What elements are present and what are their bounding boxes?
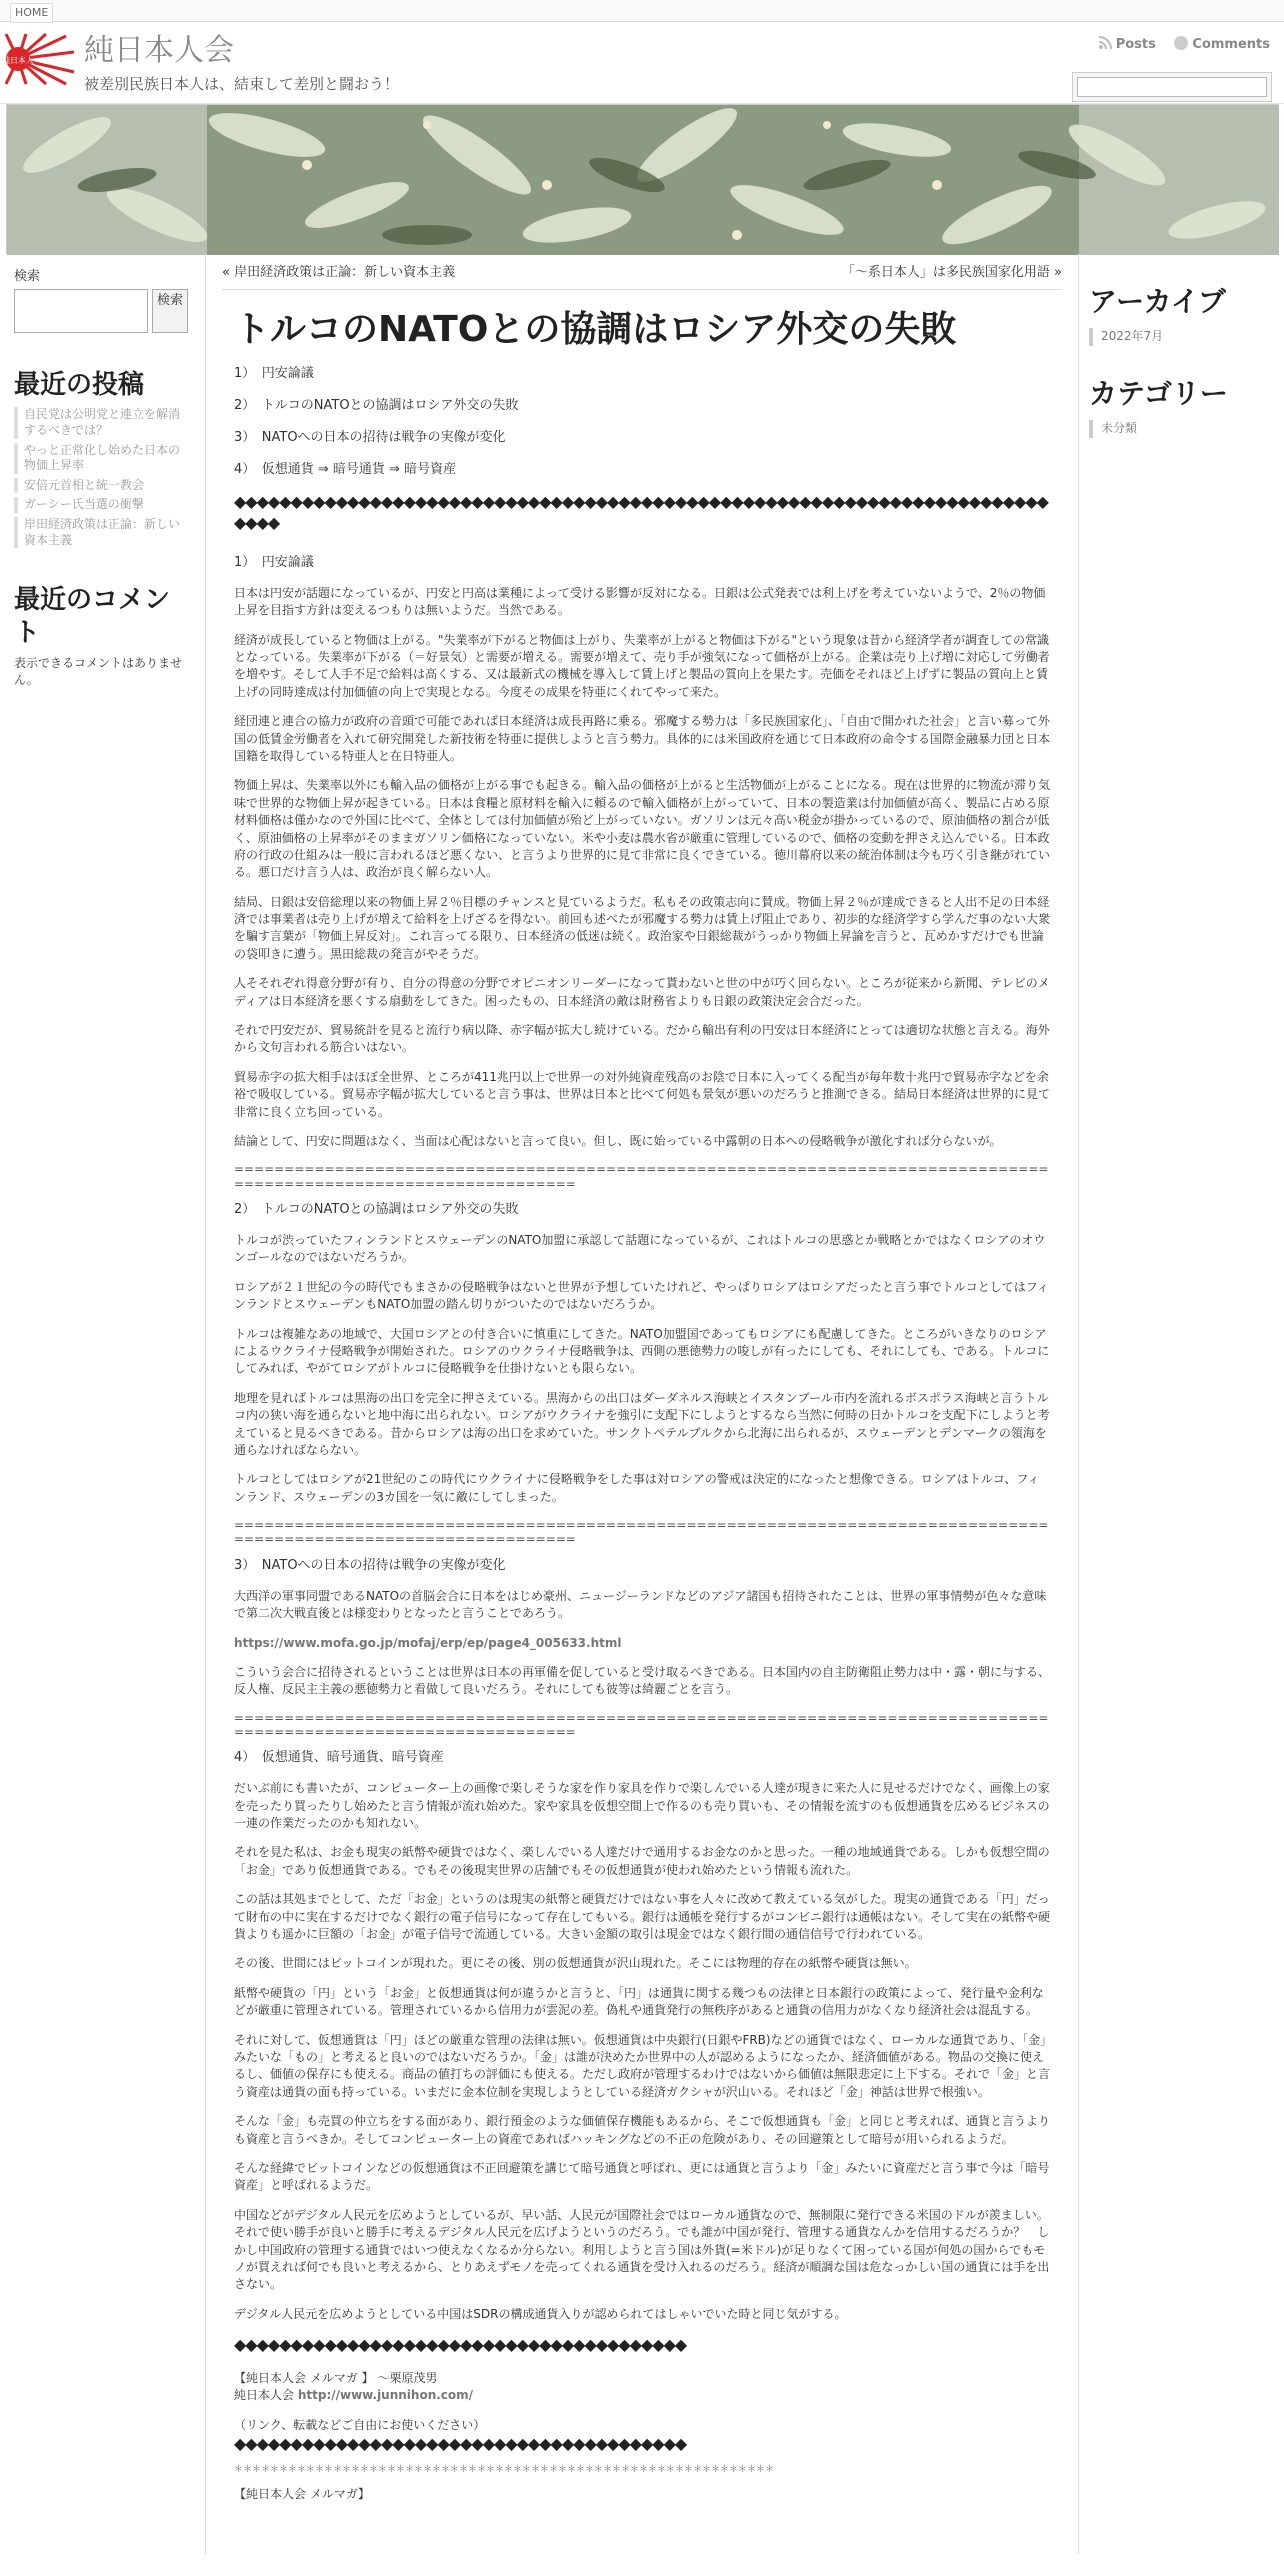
toc-item: 1） 円安論議: [234, 366, 314, 382]
paragraph: だいぶ前にも書いたが、コンピューター上の画像で楽しそうな家を作り家具を作りで楽しんでいる人達が現きに来た人に見せるだけでなく、画像上の家を売ったり買ったりし始めたと言う情報が流れ始めた。家や家具を仮想空間上で作るのも売り買いも、その情報を流すのも仮想通貨を広めるビジネスの一連の作業だったのかも知れない。: [234, 1781, 1050, 1831]
recent-comments-empty: 表示できるコメントはありません。: [14, 656, 183, 688]
header-search-input[interactable]: [1077, 77, 1267, 97]
recent-posts-title: 最近の投稿: [14, 369, 145, 400]
search-input[interactable]: [14, 289, 148, 333]
prev-post-link[interactable]: « 岸田経済政策は正論：新しい資本主義: [222, 265, 456, 280]
search-button[interactable]: 検索: [152, 289, 188, 333]
paragraph: トルコは複雑なあの地域で、大国ロシアとの付き合いに慎重にしてきた。NATO加盟国であってもロシアにも配慮してきた。ところがいきなりのロシアによるウクライナ侵略戦争が開始された。ロシアのウクライナ侵略戦争は、西側の悪徳勢力の唆しが有ったにしても、それにしても、である。トルコにしてみれば、やがてロシアがトルコに侵略戦争を仕掛けないとも限らない。: [234, 1326, 1050, 1376]
paragraph: 地理を見ればトルコは黒海の出口を完全に押さえている。黒海からの出口はダーダネルス海峡とイスタンブール市内を流れるボスポラス海峡と言うトルコ内の狭い海を通らないと地中海に出られない。ロシアがウクライナを強引に支配下にしようとするなら当然に何時の日かトルコを支配下にしようと考えていると見るべきである。昔からロシアは海の出口を求めていた。サンクトペテルブルクから北海に出られるが、スウェーデンとデンマークの領海を通らなければならない。: [234, 1390, 1050, 1457]
equals-divider: ===================================================================================================================: [234, 1710, 1049, 1740]
footer-line: 純日本人会 http://www.junnihon.com/: [234, 2388, 474, 2403]
site-tagline: 被差別民族日本人は、結束して差別と闘おう！: [84, 75, 400, 93]
footer-line: 【純日本人会 メルマガ 】 ～栗原茂男: [234, 2370, 438, 2385]
site-url-link[interactable]: http://www.junnihon.com/: [297, 2388, 474, 2403]
main-layout: [0, 254, 1284, 2554]
diamond-divider: ◆◆◆◆◆◆◆◆◆◆◆◆◆◆◆◆◆◆◆◆◆◆◆◆◆◆◆◆◆◆◆◆◆◆◆◆◆◆◆◆◆◆◆◆◆◆◆◆◆◆◆◆◆◆◆◆◆◆◆◆◆◆◆◆◆◆◆◆◆◆◆◆◆◆◆◆: [234, 492, 1048, 533]
paragraph: 貿易赤字の拡大相手はほぼ全世界、ところが411兆円以上で世界一の対外純資産残高のお陰で日本に入ってくる配当が毎年数十兆円で貿易赤字などを余裕で吸収している。貿易赤字幅が拡大していると言う事は、世界は日本と比べて何処も景気が悪いのだろうと推測できる。結局日本経済は世界的に見て非常に良く立ち回っている。: [234, 1069, 1051, 1119]
paragraph: デジタル人民元を広めようとしている中国はSDRの構成通貨入りが認められてはしゃいでいた時と同じ気がする。: [234, 2306, 847, 2321]
section-heading: 1） 円安論議: [234, 555, 314, 570]
paragraph: ロシアが２１世紀の今の時代でもまさかの侵略戦争はないと世界が予想していたけれど、やっぱりロシアはロシアだったと言う事でトルコとしてはフィンランドとスウェーデンもNATO加盟の踏ん切りがついたのではないだろうか。: [234, 1279, 1049, 1312]
paragraph: 日本は円安が話題になっているが、円安と円高は業種によって受ける影響が反対になる。日銀は公式発表では利上げを考えていないようで、2％の物価上昇を目指す方針は変えるつもりは無いようだ。当然である。: [234, 585, 1046, 618]
site-header: [0, 22, 1284, 104]
toc-item: 4） 仮想通貨 ⇒ 暗号通貨 ⇒ 暗号資産: [234, 461, 457, 477]
paragraph: 結局、日銀は安倍総理以来の物価上昇２％目標のチャンスと見ているようだ。私もその政策志向に賛成。物価上昇２％が達成できると人出不足の日本経済では事業者は売り上げが増えて給料を上げざるを得ない。前回も述べたが邪魔する勢力は賃上げ阻止であり、初歩的な経済学すら学んだ事のない大衆を騙す言葉が「物価上昇反対」。これ言ってる限り、日本経済の低迷は続く。政治家や日銀総裁がうっかり物価上昇論を言うと、瓦めかすだけでも世論の袋叩きに遭う。黒田総裁の発言がやそうだ。: [234, 894, 1051, 961]
footer-note: （リンク、転載などご自由にお使いください）: [234, 2417, 486, 2432]
header-search: [1072, 72, 1272, 102]
mofa-link[interactable]: https://www.mofa.go.jp/mofaj/erp/ep/page4_005633.html: [234, 1635, 622, 1650]
diamond-divider: ◆◆◆◆◆◆◆◆◆◆◆◆◆◆◆◆◆◆◆◆◆◆◆◆◆◆◆◆◆◆◆◆◆◆◆◆◆◆◆◆: [234, 2335, 687, 2355]
paragraph: この話は其処までとして、ただ「お金」というのは現実の紙幣と硬貨だけではない事を人々に改めて教えている気がした。現実の通貨である「円」だって財布の中に実在するだけでなく銀行の電子信号になって存在してもいる。銀行は通帳を発行するがコンビニ銀行は通帳はない。そして実在の紙幣や硬貨よりも遥かに巨額の「お金」が電子信号で流通している。大きい金額の取引は現金ではなく銀行間の通信信号で行われている。: [234, 1892, 1051, 1942]
paragraph: トルコが渋っていたフィンランドとスウェーデンのNATO加盟に承認して話題になっているが、これはトルコの思惑とか戦略とかではなくロシアのオウンゴールなのではないだろうか。: [234, 1233, 1046, 1265]
recent-post-link[interactable]: ガーシー氏当選の衝撃: [14, 497, 191, 513]
diamond-divider: ◆◆◆◆◆◆◆◆◆◆◆◆◆◆◆◆◆◆◆◆◆◆◆◆◆◆◆◆◆◆◆◆◆◆◆◆◆◆◆◆: [234, 2434, 687, 2454]
archive-link[interactable]: 2022年7月: [1089, 328, 1274, 345]
top-nav: [0, 0, 1284, 22]
recent-post-link[interactable]: 自民党は公明党と連立を解消するべきでは？: [14, 407, 191, 438]
table-of-contents: [234, 365, 1050, 479]
equals-divider: ===================================================================================================================: [234, 1162, 1049, 1191]
paragraph: そんな「金」も売買の仲立ちをする面があり、銀行預金のような価値保存機能もあるから、そこで仮想通貨も「金」と同じと考えれば、通貨と言うよりも資産と言うべきか。そしてコンピューター上の資産であればハッキングなどの不正の危険があり、その回避策として暗号が用いられるようだ。: [234, 2114, 1051, 2146]
recent-post-link[interactable]: 岸田経済政策は正論：新しい資本主義: [14, 517, 191, 548]
paragraph: 物価上昇は、失業率以外にも輸入品の価格が上がる事でも起きる。輸入品の価格が上がると生活物価が上がることになる。現在は世界的に物流が滞り気味で世界的な物価上昇が起きている。日本は食糧と原材料を輸入に頼るので輸入価格が上がっていて、日本の製造業は付加価値が高く、製品に占める原材料価格は僅かなので外国に比べて、全体としては付加価値が殆ど上がっていない。ガソリンは元々高い税金が掛かっているので、原油価格の割合が低く、原油価格の上昇率がそのままガソリン価格になっていない。米や小麦は農水省が厳重に管理しているので、価格の変動を押さえ込んでいる。日本政府の行政の仕組みは一般に言われるほど悪くない、と言うより世界的に見て非常に良くできている。徳川幕府以来の統治体制は今も巧く引き継がれている。悪口だけ言う人は、政治が良く解らない人。: [234, 778, 1051, 880]
search-label: 検索: [14, 269, 41, 284]
recent-comments-title: 最近のコメント: [14, 585, 171, 648]
paragraph: その後、世間にはビットコインが現れた。更にその後、別の仮想通貨が沢山現れた。そこには物理的存在の紙幣や硬貨は無い。: [234, 1956, 917, 1971]
paragraph: 中国などがデジタル人民元を広めようとしているが、早い話、人民元が国際社会ではローカル通貨なので、無制限に発行できる米国のドルが羨ましい。それで使い勝手が良いと勝手に考えるデジタル人民元を広げようというのだろう。でも誰が中国が発行、管理する通貨なんかを信用するだろうか？ しかし中国政府の管理する通貨ではいつ使えなくなるか分らない。利用しようと言う国は外貨(=米ドル)が足りなくて困っている国が何処の国からでもモノが買えれば何でも良いと考えるから、とりあえずモノを売ってくれる通貨を受け入れるのだろう。経済が順調な国は危なっかしい国の通貨には手を出さない。: [234, 2207, 1050, 2292]
paragraph: 結論として、円安に問題はなく、当面は心配はないと言って良い。但し、既に始っている中露朝の日本への侵略戦争が激化すれば分らないが。: [234, 1134, 1002, 1148]
post-title: トルコのNATOとの協調はロシア外交の失敗: [234, 308, 957, 350]
category-link[interactable]: 未分類: [1089, 420, 1274, 437]
left-sidebar: [0, 254, 206, 2554]
footer-line: 【純日本人会 メルマガ】: [234, 2486, 370, 2501]
post-content: [206, 254, 1078, 2554]
toc-item: 2） トルコのNATOとの協調はロシア外交の失敗: [234, 397, 519, 413]
recent-post-link[interactable]: 安倍元首相と統一教会: [14, 478, 191, 494]
recent-post-link[interactable]: やっと正常化し始めた日本の物価上昇率: [14, 443, 191, 474]
search-form: [14, 289, 191, 333]
comments-feed-link[interactable]: Comments: [1174, 37, 1270, 52]
site-title[interactable]: 純日本人会: [84, 33, 234, 68]
paragraph: 経団連と連合の協力が政府の音頭で可能であれば日本経済は成長再路に乗る。邪魔する勢力は「多民族国家化」、「自由で開かれた社会」と言い募って外国の低賃金労働者を入れて研究開発した新技術を特亜に提供しようと言う勢力。具体的には米国政府を通じて日本政府の命令する国際金融暴力団と日本国籍を取得している特亜人と在日特亜人。: [234, 714, 1051, 763]
logo-text: 純日本人: [2, 56, 34, 65]
header-banner-image: [6, 104, 1278, 254]
feed-links: [1084, 36, 1270, 55]
paragraph: 大西洋の軍事同盟であるNATOの首脳会合に日本をはじめ豪州、ニュージーランドなどのアジア諸国も招待されたことは、世界の軍事情勢が色々な意味で第二次大戦直後とは様変わりとなったと言うことであろう。: [234, 1588, 1047, 1621]
paragraph: それを見た私は、お金も現実の紙幣や硬貨ではなく、楽しんでいる人達だけで通用するお金なのかと思った。一種の地域通貨である。しかも仮想空間の「お金」であり仮想通貨である。でもその後現実世界の店舗でもその仮想通貨が使われ始めたという情報も流れた。: [234, 1845, 1050, 1877]
asterisk-divider: ＊＊＊＊＊＊＊＊＊＊＊＊＊＊＊＊＊＊＊＊＊＊＊＊＊＊＊＊＊＊＊＊＊＊＊＊＊＊＊＊＊＊＊＊＊＊＊＊＊＊＊＊＊＊＊＊＊＊＊＊: [234, 2464, 775, 2475]
category-title: カテゴリー: [1089, 376, 1228, 410]
logo-icon[interactable]: [2, 34, 74, 84]
paragraph: こういう会合に招待されるということは世界は日本の再軍備を促していると受け取るべきである。日本国内の自主防衛阻止勢力は中・露・朝に与する、反人権、反民主主義の悪徳勢力と看做して良いだろう。それにしても彼等は綺麗ごとを言う。: [234, 1664, 1051, 1697]
paragraph: 紙幣や硬貨の「円」という「お金」と仮想通貨は何が違うかと言うと、「円」は通貨に関する幾つもの法律と日本銀行の政策によって、発行量や金利などが厳重に管理されている。管理されているから信用力が雲泥の差。偽札や通貨発行の無秩序があると通貨の信用力がなくなり経済社会は混乱する。: [234, 1985, 1044, 2018]
comment-bubble-icon: [1174, 36, 1188, 50]
toc-item: 3） NATOへの日本の招待は戦争の実像が変化: [234, 429, 506, 445]
rss-icon: [1098, 36, 1112, 50]
equals-divider: ===================================================================================================================: [234, 1518, 1049, 1547]
posts-feed-link[interactable]: Posts: [1098, 37, 1156, 52]
post-navigation: [222, 264, 1062, 290]
paragraph: 経済が成長していると物価は上がる。"失業率が下がると物価は上がり、失業率が上がると物価は下がる"という現象は昔から経済学者が調査しての常識となっている。失業率が下がる（＝好景気）と需要が増える。需要が増えて、売り手が強気になって価格が上がる。企業は売り上げ増に対応して労働者を増やす。そして人手不足で給料は高くする、又は最新式の機械を導入して賃上げと製品の質向上を果たす。売価をそれほど上げずに製品の質向上と賃上げの同時達成は付加価値の向上で実現となる。今度その成果を特亜にくれてやって来た。: [234, 632, 1050, 699]
right-sidebar: [1078, 254, 1284, 2554]
post-body: [222, 365, 1062, 2503]
section-heading: 2） トルコのNATOとの協調はロシア外交の失敗: [234, 1202, 519, 1218]
paragraph: トルコとしてはロシアが21世紀のこの時代にウクライナに侵略戦争をした事は対ロシアの警戒は決定的になったと想像できる。ロシアはトルコ、フィンランド、スウェーデンの3カ国を一気に敵にしてしまった。: [234, 1472, 1040, 1504]
archive-title: アーカイブ: [1089, 285, 1226, 318]
paragraph: それに対して、仮想通貨は「円」ほどの厳重な管理の法律は無い。仮想通貨は中央銀行(日銀やFRB)などの通貨ではなく、ローカルな通貨であり、「金」みたいな「もの」と考えると良いのではないだろうか。「金」は誰が決めたか世界中の人が認めるようになったか、経済価値がある。物品の交換に使えるし、価値の保存にも使える。商品の値打ちの評価にも使える。ただし政府が管理するわけではないから価値は無限悲定に上下する。それで「金」と言う資産は通貨の面も持っている。いまだに金本位制を実現しようとしている経済ガクシャが沢山いる。それほど「金」神話は世界で根強い。: [234, 2032, 1051, 2099]
next-post-link[interactable]: 「～系日本人」は多民族国家化用語 »: [841, 265, 1062, 280]
paragraph: それで円安だが、貿易統計を見ると流行り病以降、赤字幅が拡大し続けている。だから輸出有利の円安は日本経済にとっては適切な状態と言える。海外から文句言われる筋合いはない。: [234, 1023, 1050, 1055]
section-heading: 3） NATOへの日本の招待は戦争の実像が変化: [234, 1557, 506, 1573]
paragraph: そんな経緯でビットコインなどの仮想通貨は不正回避策を講じて暗号通貨と呼ばれ、更には通貨と言うより「金」みたいに資産だと言う事で今は「暗号資産」と呼ばれるようだ。: [234, 2160, 1050, 2193]
recent-posts-list: [14, 407, 191, 548]
home-link[interactable]: HOME: [10, 3, 53, 23]
section-heading: 4） 仮想通貨、暗号通貨、暗号資産: [234, 1750, 444, 1766]
paragraph: 人そそれぞれ得意分野が有り、自分の得意の分野でオピニオンリーダーになって貰わないと世の中が巧く回らない。ところが従来から新聞、テレビのメディアは日本経済を悪くする扇動をしてきた。困ったもの、日本経済の敵は財務省よりも日銀の政策決定会合だった。: [234, 976, 1050, 1008]
